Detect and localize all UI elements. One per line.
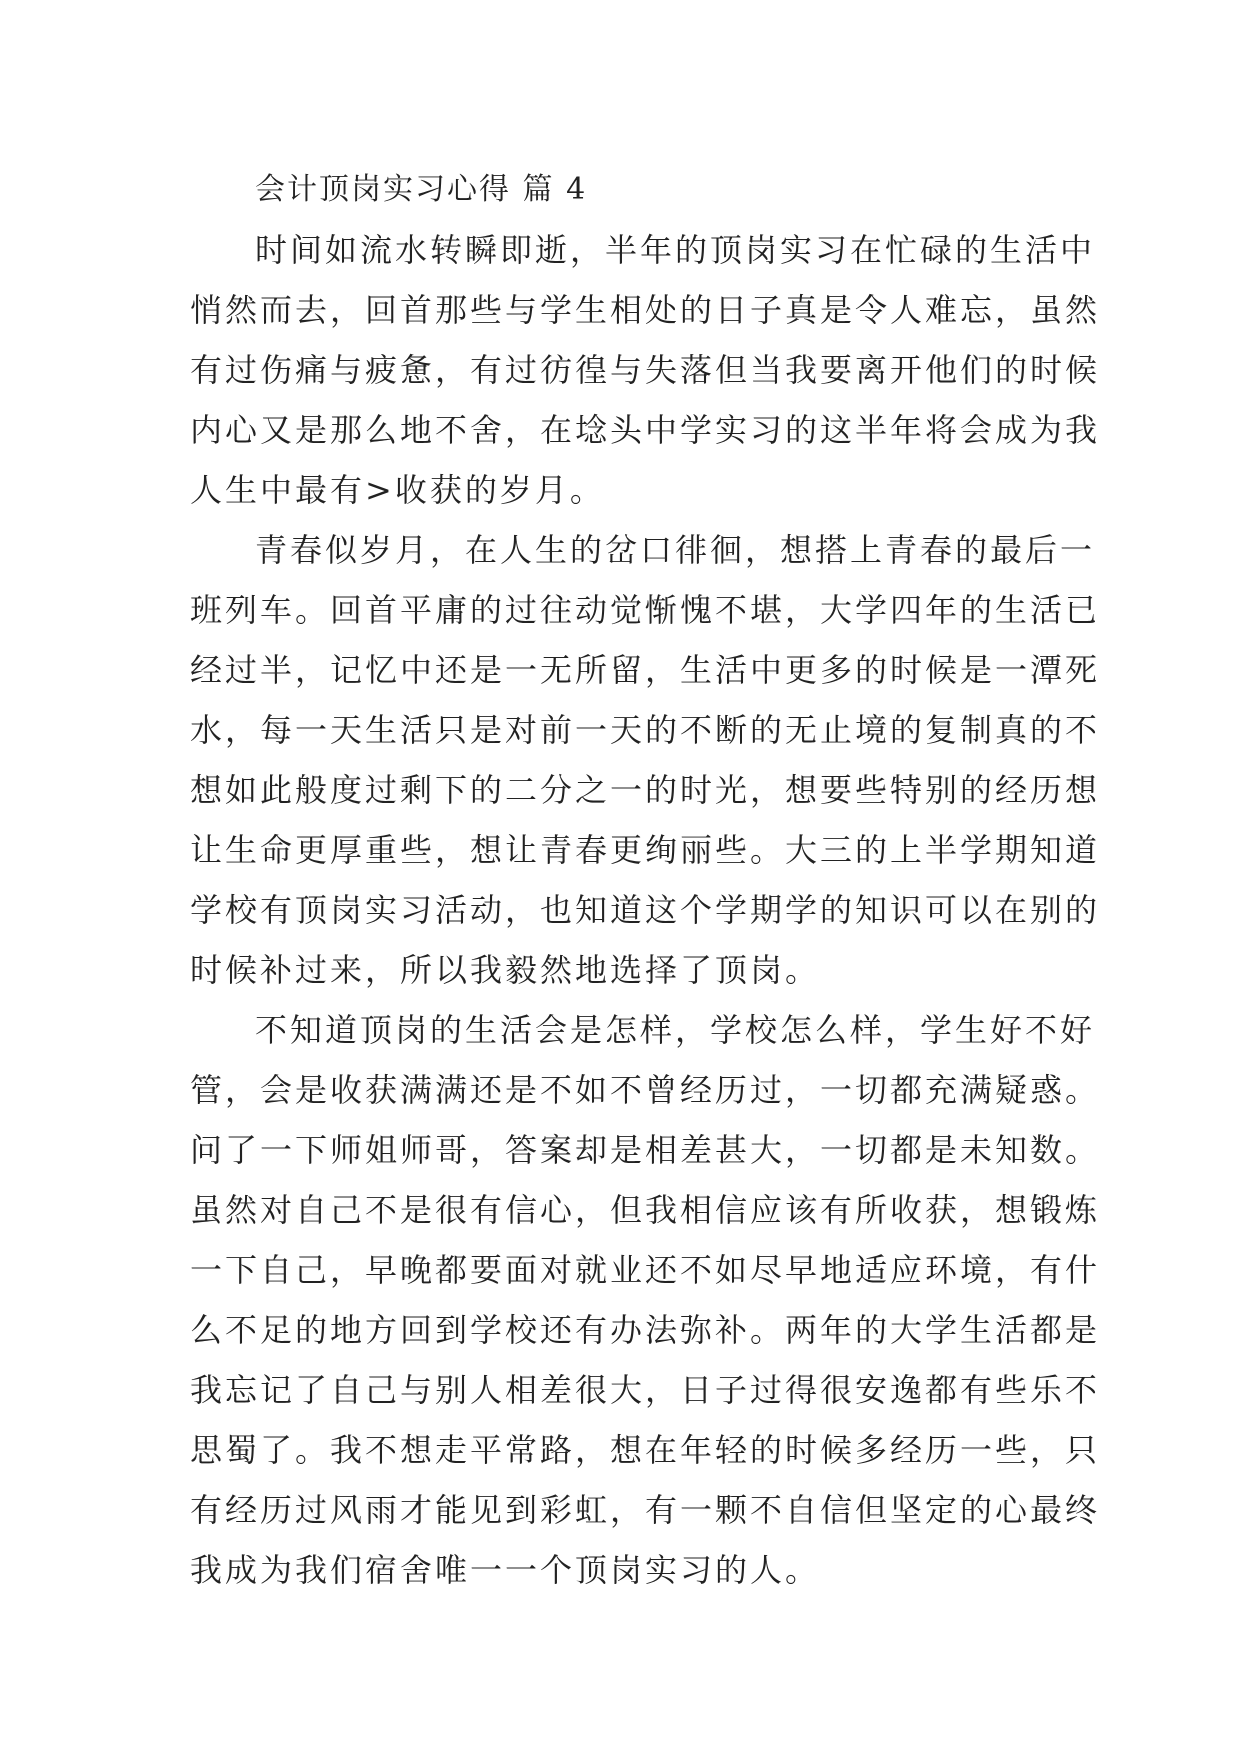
document-body	[190, 160, 1101, 1600]
paragraph-line: 经过半，记忆中还是一无所留，生活中更多的时候是一潭死	[190, 651, 1101, 689]
paragraph-line: 有过伤痛与疲惫，有过彷徨与失落但当我要离开他们的时候	[190, 351, 1101, 389]
paragraph-line: 管，会是收获满满还是不如不曾经历过，一切都充满疑惑。	[190, 1071, 1101, 1109]
paragraph-3	[190, 1000, 1101, 1600]
paragraph-2	[190, 520, 1101, 1000]
paragraph-line: 有经历过风雨才能见到彩虹，有一颗不自信但坚定的心最终	[190, 1491, 1101, 1529]
paragraph-line: 让生命更厚重些，想让青春更绚丽些。大三的上半学期知道	[190, 831, 1101, 869]
paragraph-line: 么不足的地方回到学校还有办法弥补。两年的大学生活都是	[190, 1311, 1101, 1349]
paragraph-line: 思蜀了。我不想走平常路，想在年轻的时候多经历一些，只	[190, 1431, 1101, 1469]
paragraph-line: 一下自己，早晚都要面对就业还不如尽早地适应环境，有什	[190, 1251, 1101, 1289]
paragraph-line: 水，每一天生活只是对前一天的不断的无止境的复制真的不	[190, 711, 1101, 749]
paragraph-line: 虽然对自己不是很有信心，但我相信应该有所收获，想锻炼	[190, 1191, 1101, 1229]
paragraph-line: 班列车。回首平庸的过往动觉惭愧不堪，大学四年的生活已	[190, 591, 1101, 629]
paragraph-line: 时候补过来，所以我毅然地选择了顶岗。	[190, 951, 821, 989]
paragraph-line: 时间如流水转瞬即逝，半年的顶岗实习在忙碌的生活中	[255, 231, 1096, 269]
paragraph-line: 我成为我们宿舍唯一一个顶岗实习的人。	[190, 1551, 821, 1589]
paragraph-line: 问了一下师姐师哥，答案却是相差甚大，一切都是未知数。	[190, 1131, 1101, 1169]
document-title: 会计顶岗实习心得 篇 4	[255, 172, 588, 207]
paragraph-line: 学校有顶岗实习活动，也知道这个学期学的知识可以在别的	[190, 891, 1101, 929]
paragraph-line: 青春似岁月，在人生的岔口徘徊，想搭上青春的最后一	[255, 531, 1096, 569]
paragraph-line: 不知道顶岗的生活会是怎样，学校怎么样，学生好不好	[255, 1011, 1096, 1049]
paragraph-line: 我忘记了自己与别人相差很大，日子过得很安逸都有些乐不	[190, 1371, 1101, 1409]
paragraph-line: 内心又是那么地不舍，在埝头中学实习的这半年将会成为我	[190, 411, 1101, 449]
paragraph-line: 人生中最有>收获的岁月。	[190, 471, 605, 509]
paragraph-line: 想如此般度过剩下的二分之一的时光，想要些特别的经历想	[190, 771, 1101, 809]
paragraph-line: 悄然而去，回首那些与学生相处的日子真是令人难忘，虽然	[190, 291, 1101, 329]
paragraph-1	[190, 220, 1101, 520]
